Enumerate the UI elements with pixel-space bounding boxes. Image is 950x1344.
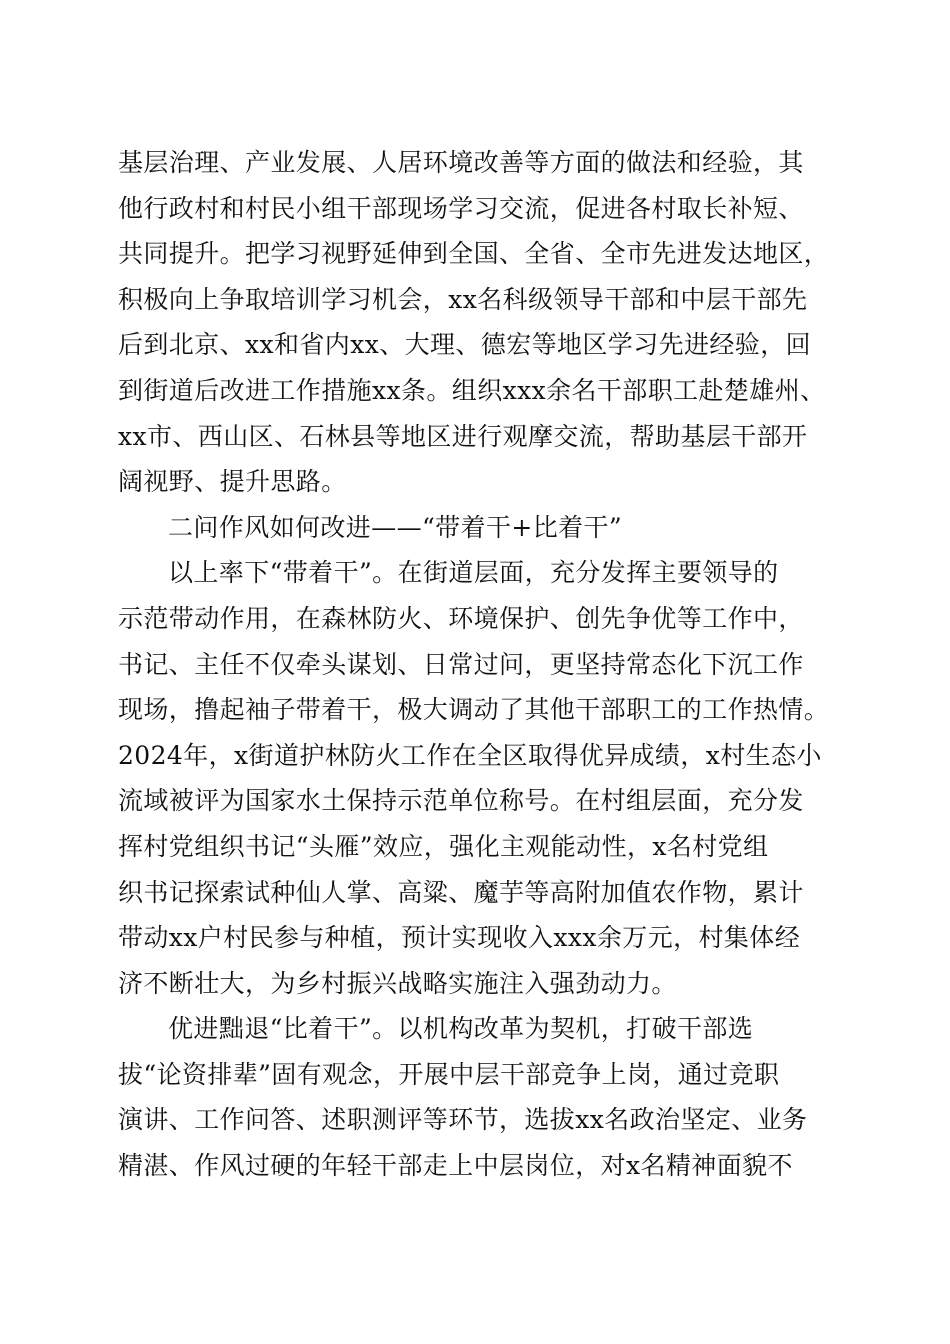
text-line: 示范带动作用，在森林防火、环境保护、创先争优等工作中， xyxy=(118,603,804,633)
text-line: 以上率下“带着干”。在街道层面，充分发挥主要领导的 xyxy=(168,558,779,588)
text-line: 阔视野、提升思路。 xyxy=(118,467,347,497)
text-line: 后到北京、xx和省内xx、大理、德宏等地区学习先进经验，回 xyxy=(118,330,811,360)
text-line: 优进黜退“比着干”。以机构改革为契机，打破干部选 xyxy=(168,1014,754,1044)
text-line: 织书记探索试种仙人掌、高粱、魔芋等高附加值农作物，累计 xyxy=(118,877,804,907)
text-line: 流域被评为国家水土保持示范单位称号。在村组层面，充分发 xyxy=(118,786,804,816)
text-line: 精湛、作风过硬的年轻干部走上中层岗位，对x名精神面貌不 xyxy=(118,1151,793,1181)
text-line: 书记、主任不仅牵头谋划、日常过问，更坚持常态化下沉工作 xyxy=(118,649,804,679)
text-line: 他行政村和村民小组干部现场学习交流，促进各村取长补短、 xyxy=(118,193,804,223)
text-line: 共同提升。把学习视野延伸到全国、全省、全市先进发达地区， xyxy=(118,239,830,269)
text-line: xx市、西山区、石林县等地区进行观摩交流，帮助基层干部开 xyxy=(118,421,808,451)
text-line: 拔“论资排辈”固有观念，开展中层干部竞争上岗，通过竞职 xyxy=(118,1059,780,1089)
text-line: 演讲、工作问答、述职测评等环节，选拔xx名政治坚定、业务 xyxy=(118,1105,808,1135)
section-heading: 二问作风如何改进——“带着干+比着干” xyxy=(168,512,623,542)
text-line: 挥村党组织书记“头雁”效应，强化主观能动性，x名村党组 xyxy=(118,831,769,861)
document-body xyxy=(118,140,848,1189)
text-line: 现场，撸起袖子带着干，极大调动了其他干部职工的工作热情。 xyxy=(118,695,830,725)
text-line: 到街道后改进工作措施xx条。组织xxx余名干部职工赴楚雄州、 xyxy=(118,375,826,405)
text-line: 积极向上争取培训学习机会，xx名科级领导干部和中层干部先 xyxy=(118,284,808,314)
text-line: 基层治理、产业发展、人居环境改善等方面的做法和经验，其 xyxy=(118,148,804,177)
text-line: 济不断壮大，为乡村振兴战略实施注入强劲动力。 xyxy=(118,968,677,998)
text-line: 2024年，x街道护林防火工作在全区取得优异成绩，x村生态小 xyxy=(118,740,822,770)
text-line: 带动xx户村民参与种植，预计实现收入xxx余万元，村集体经 xyxy=(118,923,801,953)
